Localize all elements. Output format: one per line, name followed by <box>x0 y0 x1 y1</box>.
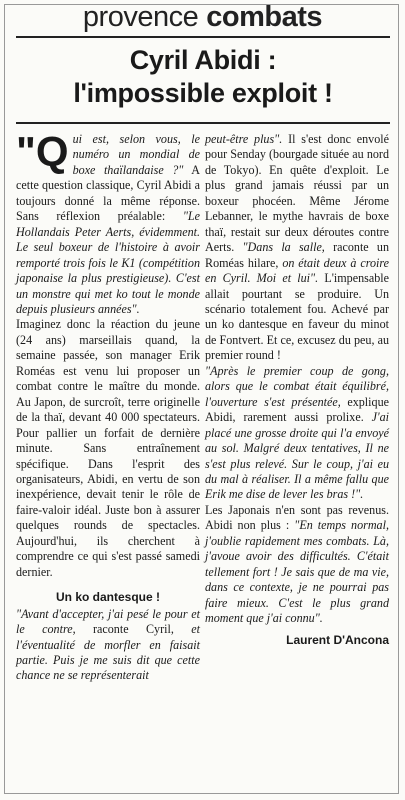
headline-rule <box>16 122 390 124</box>
text-scenario: L'impensable allait pourtant se produire. Un scénario totalement fou. Achevé par un ko dantesque en faveur du minot de Fontvert. Et ce, excusez du peu, au premier round ! <box>205 271 389 363</box>
rubric-light: provence <box>82 1 199 33</box>
headline <box>16 44 390 110</box>
quote-croire: on était deux à croire en Cyril. Moi et lui". <box>205 255 390 286</box>
right-paragraph-2 <box>205 364 389 503</box>
right-paragraph-1 <box>205 132 389 364</box>
quote-gong: "Après le premier coup de gong, alors que le combat était équilibré, l'ouverture s'est présentée, <box>205 363 389 409</box>
quote-chance: et l'éventualité de morfler en faisait partie. Puis je me suis dit que cette chance ne se représenterait <box>16 622 200 683</box>
right-paragraph-3 <box>205 503 389 627</box>
headline-line1: Cyril Abidi : <box>129 45 277 75</box>
intro-paragraph <box>16 128 200 317</box>
subheading: Un ko dantesque ! <box>55 590 160 605</box>
text-prolixe: explique Abidi, rarement aussi prolixe. <box>205 394 389 425</box>
headline-line2: l'impossible exploit ! <box>73 78 333 108</box>
drop-cap: "Q <box>16 128 69 175</box>
text-romeas: raconte un Roméas hilare, <box>205 240 390 270</box>
quote-temps-normal: "En temps normal, j'oublie rapidement mes combats. Là, j'avoue avoir des difficultés. C'était tellement fort ! Je sais que de ma vie, dans ce contexte, je ne pourrai pas faire mieux. C'est le plus grand moment que j'ai connu". <box>205 518 389 626</box>
author-signature: Laurent D'Ancona <box>286 632 389 647</box>
section-rubric <box>0 0 405 34</box>
quote-accept: "Avant d'accepter, j'ai pesé le pour et le contre, <box>16 606 200 637</box>
attribution-text: raconte Cyril, <box>75 622 192 637</box>
quote-droite: J'ai placé une grosse droite qui l'a envoyé au sol. Malgré deux tentatives, Il ne s'est plus relevé. Sur le coup, j'ai eu du mal à réaliser. Il a même fallu que Erik me dise de lever les bras !". <box>205 410 389 502</box>
text-senday: Il s'est donc envolé pour Senday (bourgade située au nord de Tokyo). En quête d'exploit. Le plus grand jamais réussi par un boxeur phocéen. Même Jérome Lebanner, le mythe havrais de boxe thaï, restait sur deux déroutes contre Aerts. <box>205 132 389 255</box>
quote-chance-end: peut-être plus". <box>205 132 283 146</box>
article-column-left <box>16 128 200 684</box>
intro-text: A cette question classique, Cyril Abidi a toujours donné la même réponse. Sans réflexion préalable: <box>16 162 200 224</box>
quote-aerts: "Le Hollandais Peter Aerts, évidemment. Le seul boxeur de l'histoire à avoir remporté trois fois le K1 (compétition japonaise la plus prestigieuse). C'est un monstre qui met ko tout le monde depuis plusieurs années". <box>16 209 200 316</box>
rubric-bold: combats <box>206 1 323 33</box>
quote-paragraph <box>16 607 200 684</box>
top-rule <box>16 36 390 38</box>
text-japonais: Les Japonais n'en sont pas revenus. Abidi non plus : <box>205 502 389 533</box>
body-paragraph: Imaginez donc la réaction du jeune (24 ans) marseillais quand, la semaine passée, son manager Erik Roméas est venu lui proposer un combat contre le maître du monde. Au Japon, de surcroît, terre originelle de la thaï, devant 40 000 spectateurs. Pour pallier un forfait de dernière minute. Sans entraînement spécifique. Dans l'esprit des organisateurs, Abidi, en vertu de son inexpérience, devait tenir le rôle de faire-valoir idéal. Juste bon à assurer quelques rounds de spectacles. Aujourd'hui, ils cherchent à comprendre ce qui s'est passé samedi dernier. <box>16 317 200 579</box>
quote-salle: "Dans la salle, <box>242 240 325 255</box>
intro-question: ui est, selon vous, le numéro un mondial de boxe thaïlandaise ?" <box>72 132 200 177</box>
article-column-right <box>205 132 389 648</box>
